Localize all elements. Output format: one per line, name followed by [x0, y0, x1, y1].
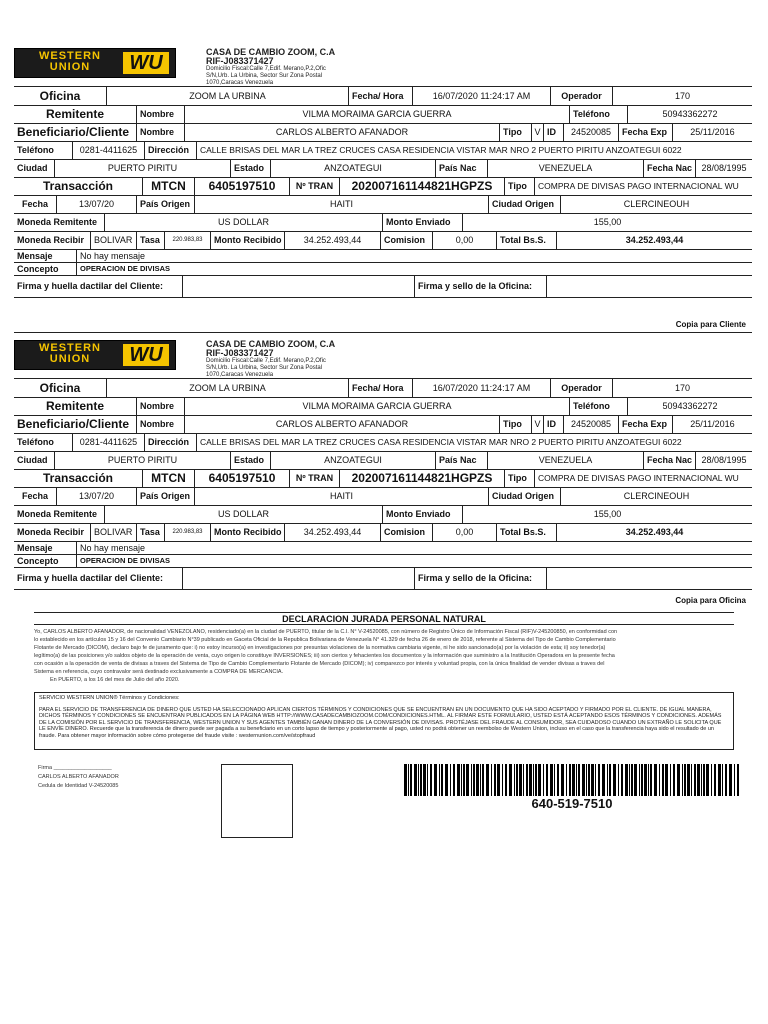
barcode-bar [494, 764, 496, 796]
barcode-bar [621, 764, 623, 796]
copy-label: Copia para Cliente [675, 320, 746, 329]
barcode-bar [561, 764, 564, 796]
barcode-bar [725, 764, 727, 796]
declaration-title: DECLARACION JURADA PERSONAL NATURAL [282, 614, 486, 624]
transaction-table: Oficina ZOOM LA URBINA Fecha/ Hora 16/07/2020 11:24:17 AM Operador 170 Remitente Nombre VILMA MORAIMA GARCIA GUERRA Teléfono 50943362272 Beneficiario/Cliente Nombre CARLOS ALBERTO AFANADOR Tipo V ID 24520085 Fecha Exp 25/11/2016 Teléfono 0281-4411625 Dirección CALLE BRISAS DEL MAR LA TREZ CRUCES CASA RESIDENCIA VISTAR MAR NRO 2 PUERTO PIRITU ANZOATEGUI 6022 Ciudad PUERTO PIRITU Estado ANZOATEGUI País Nac VENEZUELA Fecha Nac 28/08/1995 Transacción MTCN 6405197510 Nº TRAN 202007161144821HGPZS Tipo COMPRA DE DIVISAS PAGO INTERNACIONAL WU Fecha 13/07/20 País Origen HAITI Ciudad Origen CLERCINEOUH Moneda Remitente US DOLLAR Monto Enviado 155,00 Moneda Recibir BOLIVAR Tasa 220.983,83 Monto Recibido 34.252.493,44 Comision 0,00 Total Bs.S. 34.252.493,44 Mensaje No hay mensaje Concepto OPERACION DE DIVISAS Firma y huella dactilar del Cliente: Firma y sello de la Oficina: [14, 378, 752, 589]
barcode-bar [691, 764, 692, 796]
barcode-bar [404, 764, 407, 796]
barcode-bar [457, 764, 460, 796]
barcode-bar [434, 764, 437, 796]
western-union-logo: WESTERN UNION WU [14, 340, 176, 370]
barcode [404, 764, 740, 796]
barcode-bar [482, 764, 484, 796]
barcode-bar [654, 764, 657, 796]
barcode-bar [514, 764, 515, 796]
barcode-bar [578, 764, 580, 796]
barcode-bar [427, 764, 428, 796]
barcode-bar [714, 764, 716, 796]
barcode-bar [463, 764, 465, 796]
barcode-bar [591, 764, 594, 796]
copy-label: Copia para Oficina [675, 596, 746, 605]
barcode-bar [737, 764, 739, 796]
barcode-bar [414, 764, 417, 796]
barcode-bar [505, 764, 507, 796]
barcode-bar [450, 764, 451, 796]
barcode-bar [701, 764, 702, 796]
barcode-bar [576, 764, 577, 796]
barcode-bar [486, 764, 489, 796]
barcode-bar [566, 764, 567, 796]
barcode-bar [625, 764, 628, 796]
barcode-bar [722, 764, 723, 796]
barcode-bar [694, 764, 696, 796]
fingerprint-box [221, 764, 293, 838]
declaration-text: Yo, CARLOS ALBERTO AFANADOR, de nacionalidad VENEZOLANO, residenciado(a) en la ciudad de PUERTO, titular de la C.I. N° V-24520085, con número de Registro Único de Información Fiscal (RIF)V-245200850, en conformidad con lo establecido en los artículos 15 y 16 del Convenio Cambiario N°39 publicado en Gaceta Oficial de la Republica Bolivariana de Venezuela N° 41.329 de fecha 26 de enero de 2018, referente al Sistema del Tipo de Cambio Complementario Flotante de Mercado (DICOM), declaro bajo fe de juramento que: i) no estoy incurso(a) en investigaciones por presuntas violaciones de la normativa cambiaria vigente, ni he sido sancionado(a) por la violación de esta; ii) soy tenedor(a) legítimo(a) de las posiciones y/o saldos objeto de la operación de venta, cuyo origen lo constituye INVERSIONES; iii) son ciertos y fehacientes los documentos y la información que suministro a la Institución Operadora en la presente fecha con ocasión a la operación de venta de divisas a traves del Sistema de Tipo de Cambio Complementario Flotante de Mercado (DICOM); iv) comparezco por interés y voluntad propia, con la única finalidad de vender divisas a traves del Sistema en referencia, cuyo contravalor será destinado exclusivamente a COMPRA DE MERCANCIA. En PUERTO, a los 16 del mes de Julio del año 2020. [34, 629, 618, 683]
barcode-bar [687, 764, 690, 796]
barcode-bar [662, 764, 664, 796]
barcode-bar [420, 764, 422, 796]
barcode-bar [673, 764, 675, 796]
barcode-bar [526, 764, 528, 796]
barcode-bar [423, 764, 426, 796]
barcode-bar [453, 764, 455, 796]
barcode-bar [609, 764, 611, 796]
barcode-bar [595, 764, 596, 796]
barcode-bar [718, 764, 721, 796]
barcode-bar [509, 764, 512, 796]
barcode-bar [441, 764, 443, 796]
separator-line [14, 332, 752, 333]
barcode-bar [557, 764, 559, 796]
barcode-bar [682, 764, 683, 796]
barcode-bar [618, 764, 619, 796]
barcode-bar [535, 764, 537, 796]
barcode-bar [650, 764, 652, 796]
barcode-bar [582, 764, 585, 796]
company-info: CASA DE CAMBIO ZOOM, C.A RIF-J083371427 Domicilio Fiscal:Calle 7,Edif. Merano,P.2,Ofic S/N,Urb. La Urbina, Sector Sur Zona Postal 1070,Caracas Venezuela [206, 47, 336, 86]
barcode-bar [670, 764, 671, 796]
barcode-bar [445, 764, 448, 796]
barcode-bar [430, 764, 432, 796]
barcode-bar [607, 764, 608, 796]
declaration-rule [34, 612, 734, 613]
barcode-bar [711, 764, 712, 796]
barcode-bar [550, 764, 553, 796]
terms-box: SERVICIO WESTERN UNION® Términos y Condiciones: PARA EL SERVICIO DE TRANSFERENCIA DE DINERO QUE USTED HA SELECCIONADO APLICAN CIERTOS TÉRMINOS Y CONDICIONES QUE SE ENCUENTRAN EN UN DOCUMENTO QUE HA SIDO ACEPTADO Y FIRMADO POR EL CLIENTE. DE IGUAL MANERA, DICHOS TÉRMINOS Y CONDICIONES SE ENCUENTRAN PUBLICADOS EN LA PÁGINA WEB HTTP://WWW.CASADECAMBIOZOOM.COM/CONDICIONES.HTML. AL FIRMAR ESTE FORMULARIO, USTED ESTÁ ACEPTANDO ESOS TÉRMINOS Y CONDICIONES. ADEMÁS DE LA COMISIÓN POR EL SERVICIO DE TRANSFERENCIA, WESTERN UNION Y SUS AGENTES TAMBIÉN GANAN DINERO DE LA CONVERSIÓN DE DIVISAS. PROTÉJASE DEL FRAUDE AL CONSUMIDOR, SEA CUIDADOSO CUANDO UN EXTRAÑO LE SOLICITA QUE LE ENVÍE DINERO. Recuerde que la transferencia de dinero puede ser pagada a su beneficiario en un corto lapso de tiempo y posteriormente al pago, usted no podrá obtener un reembolso de Western Union, incluso en el caso que la transferencia haya sido el resultado de un fraude. Para obtener mayor información sobre cómo protegerse del fraude visite : westernunion.com/ve/stopfraud [34, 692, 734, 750]
declaration-rule [34, 624, 734, 625]
barcode-bar [523, 764, 524, 796]
barcode-bar [677, 764, 680, 796]
barcode-bar [572, 764, 575, 796]
barcode-bar [703, 764, 705, 796]
barcode-bar [639, 764, 640, 796]
barcode-bar [476, 764, 479, 796]
barcode-bar [491, 764, 492, 796]
barcode-bar [569, 764, 571, 796]
barcode-bar [471, 764, 472, 796]
barcode-bar [613, 764, 616, 796]
barcode-bar [588, 764, 590, 796]
barcode-bar [729, 764, 732, 796]
barcode-number: 640-519-7510 [531, 796, 613, 811]
transaction-table: Oficina ZOOM LA URBINA Fecha/ Hora 16/07/2020 11:24:17 AM Operador 170 Remitente Nombre VILMA MORAIMA GARCIA GUERRA Teléfono 50943362272 Beneficiario/Cliente Nombre CARLOS ALBERTO AFANADOR Tipo V ID 24520085 Fecha Exp 25/11/2016 Teléfono 0281-4411625 Dirección CALLE BRISAS DEL MAR LA TREZ CRUCES CASA RESIDENCIA VISTAR MAR NRO 2 PUERTO PIRITU ANZOATEGUI 6022 Ciudad PUERTO PIRITU Estado ANZOATEGUI País Nac VENEZUELA Fecha Nac 28/08/1995 Transacción MTCN 6405197510 Nº TRAN 202007161144821HGPZS Tipo COMPRA DE DIVISAS PAGO INTERNACIONAL WU Fecha 13/07/20 País Origen HAITI Ciudad Origen CLERCINEOUH Moneda Remitente US DOLLAR Monto Enviado 155,00 Moneda Recibir BOLIVAR Tasa 220.983,83 Monto Recibido 34.252.493,44 Comision 0,00 Total Bs.S. 34.252.493,44 Mensaje No hay mensaje Concepto OPERACION DE DIVISAS Firma y huella dactilar del Cliente: Firma y sello de la Oficina: [14, 86, 752, 297]
western-union-logo: WESTERN UNION WU [14, 48, 176, 78]
barcode-bar [533, 764, 534, 796]
barcode-bar [519, 764, 522, 796]
barcode-bar [546, 764, 548, 796]
barcode-bar [480, 764, 481, 796]
barcode-bar [644, 764, 647, 796]
barcode-bar [410, 764, 412, 796]
barcode-bar [586, 764, 587, 796]
barcode-bar [497, 764, 500, 796]
barcode-bar [473, 764, 475, 796]
barcode-bar [684, 764, 686, 796]
barcode-bar [418, 764, 419, 796]
barcode-bar [439, 764, 440, 796]
barcode-bar [648, 764, 649, 796]
barcode-bar [629, 764, 630, 796]
barcode-bar [529, 764, 532, 796]
barcode-bar [538, 764, 541, 796]
barcode-bar [697, 764, 700, 796]
barcode-bar [466, 764, 469, 796]
barcode-bar [408, 764, 409, 796]
barcode-bar [665, 764, 668, 796]
company-info: CASA DE CAMBIO ZOOM, C.A RIF-J083371427 Domicilio Fiscal:Calle 7,Edif. Merano,P.2,Ofic S/N,Urb. La Urbina, Sector Sur Zona Postal 1070,Caracas Venezuela [206, 339, 336, 378]
barcode-bar [502, 764, 503, 796]
barcode-bar [554, 764, 555, 796]
barcode-bar [602, 764, 605, 796]
barcode-bar [706, 764, 709, 796]
barcode-bar [543, 764, 544, 796]
barcode-bar [634, 764, 637, 796]
barcode-bar [461, 764, 462, 796]
client-signature-block: Firma ___________________ CARLOS ALBERTO AFANADOR Cedula de Identidad V-24520085 [38, 765, 119, 789]
barcode-bar [516, 764, 518, 796]
barcode-bar [631, 764, 633, 796]
barcode-bar [734, 764, 735, 796]
barcode-bar [598, 764, 600, 796]
barcode-bar [659, 764, 660, 796]
barcode-bar [641, 764, 643, 796]
